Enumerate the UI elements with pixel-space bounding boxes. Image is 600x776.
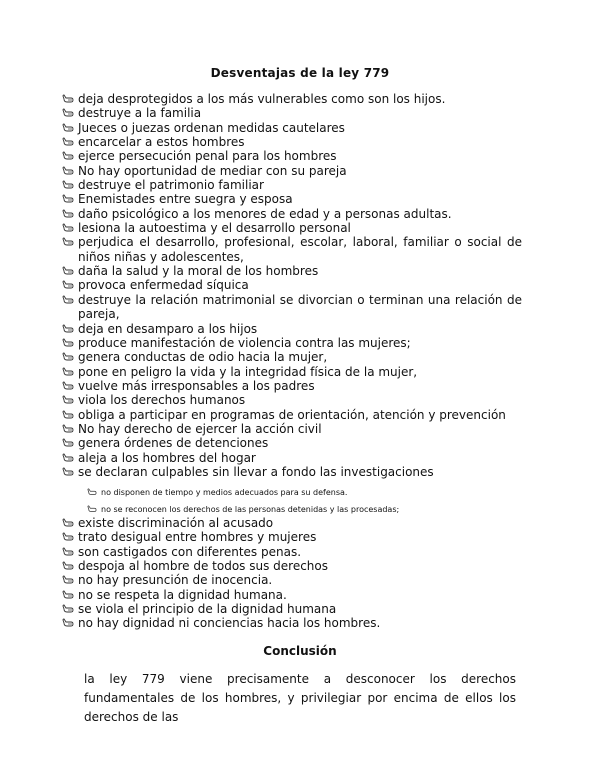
list-item — [62, 106, 522, 120]
list-item — [62, 293, 522, 322]
list-item — [62, 149, 522, 163]
list-item — [62, 350, 522, 364]
pointing-hand-icon — [62, 561, 74, 572]
list-item-text: lesiona la autoestima y el desarrollo personal — [78, 221, 351, 236]
list-item-text: se viola el principio de la dignidad humana — [78, 602, 337, 617]
pointing-hand-icon — [62, 367, 74, 378]
list-item — [62, 92, 522, 106]
list-item — [62, 207, 522, 221]
list-item-text: despoja al hombre de todos sus derechos — [78, 559, 328, 574]
pointing-hand-icon — [62, 108, 74, 119]
pointing-hand-icon — [62, 223, 74, 234]
conclusion-heading: Conclusión — [263, 644, 337, 658]
list-item — [62, 602, 522, 616]
pointing-hand-icon — [62, 295, 74, 306]
pointing-hand-icon — [62, 618, 74, 629]
list-item-text: Jueces o juezas ordenan medidas cautelares — [78, 120, 345, 135]
list-item — [62, 408, 522, 422]
list-item-text: deja desprotegidos a los más vulnerables como son los hijos. — [78, 92, 446, 106]
list-item-text: daña la salud y la moral de los hombres — [78, 264, 319, 279]
pointing-hand-icon — [62, 395, 74, 406]
list-item — [62, 235, 522, 264]
list-item-text: no se respeta la dignidad humana. — [78, 587, 287, 602]
pointing-hand-icon — [62, 324, 74, 335]
list-item — [62, 164, 522, 178]
list-item-text: destruye la relación matrimonial se divorcian o terminan una relación de pareja, — [78, 292, 522, 322]
list-item — [62, 178, 522, 192]
sub-list-item — [101, 488, 501, 498]
list-item — [62, 422, 522, 436]
pointing-hand-icon — [87, 488, 97, 497]
pointing-hand-icon — [62, 410, 74, 421]
pointing-hand-icon — [62, 590, 74, 601]
pointing-hand-icon — [62, 123, 74, 134]
list-item — [62, 322, 522, 336]
list-item-text: daño psicológico a los menores de edad y a personas adultas. — [78, 206, 452, 221]
list-item-text: perjudica el desarrollo, profesional, escolar, laboral, familiar o social de niños niñas y adolescentes, — [78, 235, 522, 264]
pointing-hand-icon — [62, 209, 74, 220]
list-item-text: destruye el patrimonio familiar — [78, 178, 264, 193]
pointing-hand-icon — [62, 518, 74, 529]
list-item — [62, 616, 522, 630]
pointing-hand-icon — [62, 532, 74, 543]
list-item — [62, 559, 522, 573]
list-item — [62, 465, 522, 479]
list-item — [62, 545, 522, 559]
pointing-hand-icon — [87, 505, 97, 514]
sub-list-item — [101, 505, 501, 515]
list-item-text: son castigados con diferentes penas. — [78, 544, 302, 559]
disadvantages-list — [62, 92, 522, 479]
list-item — [62, 436, 522, 450]
list-item-text: destruye a la familia — [78, 106, 202, 121]
list-item — [62, 365, 522, 379]
pointing-hand-icon — [62, 575, 74, 586]
list-item-text: genera conductas de odio hacia la mujer, — [78, 350, 328, 365]
list-item — [62, 135, 522, 149]
list-item-text: No hay oportunidad de mediar con su pareja — [78, 163, 347, 178]
sub-list-item-text: no disponen de tiempo y medios adecuados para su defensa. — [101, 488, 348, 497]
pointing-hand-icon — [62, 137, 74, 148]
list-item-text: no hay presunción de inocencia. — [78, 573, 273, 588]
list-item — [62, 192, 522, 206]
pointing-hand-icon — [62, 467, 74, 478]
conclusion-paragraph: la ley 779 viene precisamente a desconocer los derechos fundamentales de los hombres, y privilegiar por encima de ellos los derechos de las — [84, 672, 516, 724]
list-item — [62, 121, 522, 135]
list-item — [62, 278, 522, 292]
list-item-text: aleja a los hombres del hogar — [78, 450, 256, 465]
list-item-text: Enemistades entre suegra y esposa — [78, 192, 293, 207]
list-item-text: deja en desamparo a los hijos — [78, 321, 258, 336]
pointing-hand-icon — [62, 166, 74, 177]
list-item-text: se declaran culpables sin llevar a fondo las investigaciones — [78, 464, 434, 479]
pointing-hand-icon — [62, 438, 74, 449]
disadvantages-list-continued — [62, 516, 522, 631]
list-item — [62, 264, 522, 278]
list-item-text: trato desigual entre hombres y mujeres — [78, 530, 317, 545]
pointing-hand-icon — [62, 237, 74, 248]
pointing-hand-icon — [62, 180, 74, 191]
list-item-text: viola los derechos humanos — [78, 393, 246, 408]
pointing-hand-icon — [62, 266, 74, 277]
pointing-hand-icon — [62, 424, 74, 435]
pointing-hand-icon — [62, 547, 74, 558]
list-item-text: ejerce persecución penal para los hombres — [78, 149, 337, 164]
pointing-hand-icon — [62, 338, 74, 349]
page-title: Desventajas de la ley 779 — [210, 66, 390, 80]
list-item — [62, 516, 522, 530]
pointing-hand-icon — [62, 280, 74, 291]
list-item-text: encarcelar a estos hombres — [78, 135, 245, 150]
list-item — [62, 588, 522, 602]
pointing-hand-icon — [62, 352, 74, 363]
list-item-text: obliga a participar en programas de orientación, atención y prevención — [78, 407, 506, 422]
pointing-hand-icon — [62, 151, 74, 162]
list-item-text: pone en peligro la vida y la integridad física de la mujer, — [78, 364, 418, 379]
list-item — [62, 573, 522, 587]
list-item — [62, 379, 522, 393]
pointing-hand-icon — [62, 453, 74, 464]
list-item-text: existe discriminación al acusado — [78, 516, 274, 530]
list-item-text: provoca enfermedad síquica — [78, 278, 249, 293]
sub-list-item-text: no se reconocen los derechos de las personas detenidas y las procesadas; — [101, 505, 400, 514]
list-item — [62, 530, 522, 544]
list-item — [62, 393, 522, 407]
pointing-hand-icon — [62, 94, 74, 105]
list-item-text: no hay dignidad ni conciencias hacia los hombres. — [78, 616, 381, 631]
list-item-text: produce manifestación de violencia contra las mujeres; — [78, 335, 411, 350]
list-item — [62, 221, 522, 235]
list-item-text: genera órdenes de detenciones — [78, 436, 269, 451]
pointing-hand-icon — [62, 194, 74, 205]
list-item-text: No hay derecho de ejercer la acción civil — [78, 421, 322, 436]
list-item — [62, 336, 522, 350]
pointing-hand-icon — [62, 381, 74, 392]
list-item-text: vuelve más irresponsables a los padres — [78, 378, 315, 393]
list-item — [62, 451, 522, 465]
pointing-hand-icon — [62, 604, 74, 615]
